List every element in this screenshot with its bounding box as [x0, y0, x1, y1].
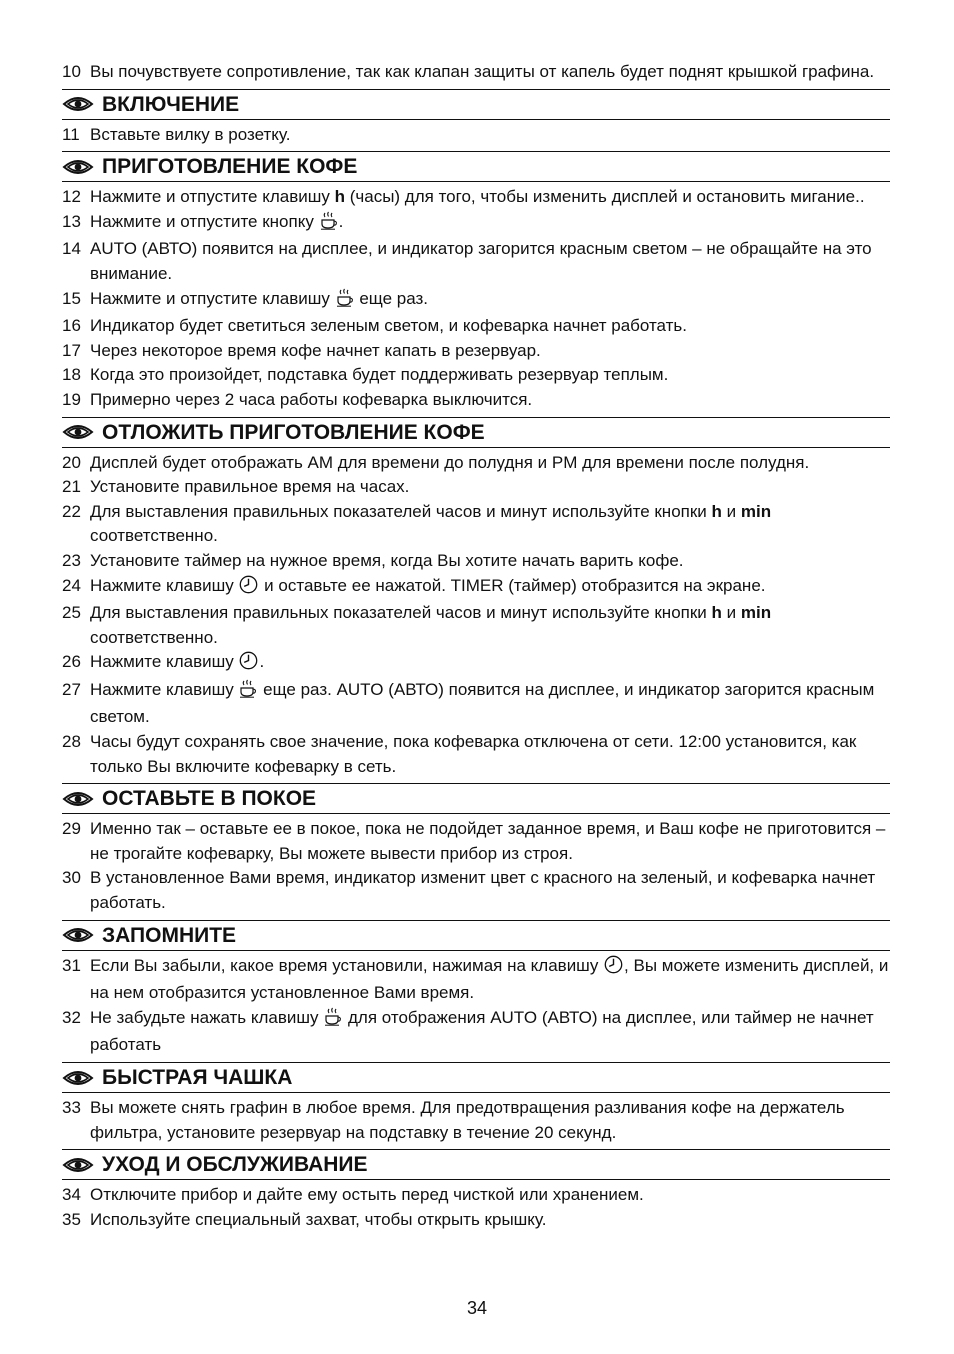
- list-item: [62, 500, 890, 549]
- item-number: 32: [62, 1007, 81, 1027]
- text-run: и: [721, 603, 741, 623]
- text-run: еще раз. AUTO (АВТО) появится на дисплее, и индикатор загорится красным светом.: [90, 679, 875, 727]
- section-title: ОСТАВЬТЕ В ПОКОЕ: [102, 787, 317, 811]
- coffee-cup-icon: [324, 1007, 342, 1034]
- text-run: Вставьте вилку в розетку.: [90, 124, 291, 144]
- text-run: Часы будут сохранять свое значение, пока кофеварка отключена от сети. 12:00 установится, как только Вы включите кофеварку в сеть.: [90, 732, 857, 776]
- text-run: Именно так – оставьте ее в покое, пока не подойдет заданное время, и Ваш кофе не приготовится – не трогайте кофеварку, Вы можете вывести прибор из строя.: [90, 819, 886, 863]
- item-number: 34: [62, 1185, 81, 1205]
- clock-icon: [604, 955, 623, 982]
- item-number: 17: [62, 340, 81, 360]
- clock-icon: [239, 575, 258, 602]
- item-number: 18: [62, 365, 81, 385]
- section-heading: [62, 920, 890, 951]
- item-text: [90, 652, 264, 671]
- list-item: [62, 388, 890, 413]
- clock-icon: [239, 651, 258, 678]
- text-run: (часы) для того, чтобы изменить дисплей и остановить мигание..: [345, 187, 865, 207]
- item-number: 13: [62, 211, 81, 231]
- section-title: ЗАПОМНИТЕ: [102, 923, 237, 947]
- text-run: Нажмите клавишу: [90, 575, 239, 595]
- text-run: Установите правильное время на часах.: [90, 477, 410, 497]
- page-number: 34: [466, 1298, 488, 1318]
- list-item: [62, 601, 890, 650]
- text-run: Через некоторое время кофе начнет капать в резервуар.: [90, 340, 541, 360]
- list-item: [62, 730, 890, 779]
- item-text: [90, 1008, 874, 1055]
- manual-page: [62, 60, 890, 1232]
- item-text: [90, 316, 687, 335]
- text-run: Когда это произойдет, подставка будет поддерживать резервуар теплым.: [90, 365, 669, 385]
- list-item: [62, 549, 890, 574]
- list-item: [62, 339, 890, 364]
- list-item: [62, 475, 890, 500]
- item-text: [90, 62, 874, 81]
- item-text: [90, 212, 343, 231]
- item-text: [90, 502, 771, 546]
- list-item: [62, 954, 890, 1006]
- item-text: [90, 477, 409, 496]
- text-run: .: [338, 211, 344, 231]
- item-text: [90, 341, 541, 360]
- item-text: [90, 1185, 644, 1204]
- item-text: [90, 680, 874, 727]
- item-text: [90, 576, 766, 595]
- item-number: 16: [62, 316, 81, 336]
- list-item: [62, 287, 890, 315]
- section-title: ПРИГОТОВЛЕНИЕ КОФЕ: [102, 155, 358, 179]
- item-number: 28: [62, 732, 81, 752]
- section-title: ВКЛЮЧЕНИЕ: [102, 92, 240, 116]
- item-number: 27: [62, 679, 81, 699]
- item-number: 30: [62, 868, 81, 888]
- section-heading: [62, 89, 890, 120]
- text-run: для отображения AUTO (АВТО) на дисплее, или таймер не начнет работать: [90, 1007, 874, 1055]
- eye-icon: [62, 95, 94, 113]
- key-label: h: [711, 501, 722, 521]
- text-run: Вы можете снять графин в любое время. Для предотвращения разливания кофе на держатель фильтра, установите резервуар на подставку в течение 20 секунд.: [90, 1098, 845, 1142]
- item-number: 15: [62, 288, 81, 308]
- eye-icon: [62, 926, 94, 944]
- eye-icon: [62, 158, 94, 176]
- list-item: [62, 574, 890, 602]
- item-text: [90, 390, 532, 409]
- item-number: 24: [62, 575, 81, 595]
- list-item: [62, 60, 890, 85]
- item-number: 23: [62, 550, 81, 570]
- text-run: Нажмите и отпустите кнопку: [90, 211, 319, 231]
- list-item: [62, 650, 890, 678]
- key-label: min: [740, 501, 772, 521]
- item-text: [90, 956, 888, 1003]
- item-text: [90, 453, 809, 472]
- list-item: [62, 363, 890, 388]
- list-item: [62, 817, 890, 866]
- item-text: [90, 551, 684, 570]
- eye-icon: [62, 1156, 94, 1174]
- item-number: 33: [62, 1098, 81, 1117]
- item-text: [90, 819, 885, 863]
- text-run: Нажмите клавишу: [90, 652, 239, 672]
- section-heading: [62, 417, 890, 448]
- item-number: 25: [62, 603, 81, 623]
- list-item: [62, 123, 890, 148]
- item-number: 21: [62, 477, 81, 497]
- text-run: Не забудьте нажать клавишу: [90, 1007, 324, 1027]
- item-text: [90, 732, 856, 776]
- list-item: [62, 678, 890, 730]
- text-run: соответственно.: [90, 526, 218, 546]
- text-run: Отключите прибор и дайте ему остыть перед чисткой или хранением.: [90, 1185, 644, 1205]
- text-run: Для выставления правильных показателей часов и минут используйте кнопки: [90, 501, 712, 521]
- text-run: Для выставления правильных показателей часов и минут используйте кнопки: [90, 603, 712, 623]
- text-run: Нажмите и отпустите клавишу: [90, 288, 335, 308]
- item-text: [90, 1210, 546, 1229]
- eye-icon: [62, 423, 94, 441]
- item-number: 22: [62, 501, 81, 521]
- coffee-cup-icon: [239, 679, 257, 706]
- item-number: 20: [62, 452, 81, 472]
- item-number: 10: [62, 62, 81, 81]
- text-run: , Вы можете изменить дисплей, и на нем отобразится установленное Вами время.: [90, 955, 889, 1003]
- section-heading: [62, 151, 890, 182]
- section-title: УХОД И ОБСЛУЖИВАНИЕ: [102, 1153, 368, 1177]
- text-run: Вы почувствуете сопротивление, так как клапан защиты от капель будет поднят крышкой графина.: [90, 62, 875, 81]
- item-text: [90, 187, 865, 206]
- text-run: AUTO (АВТО) появится на дисплее, и индикатор загорится красным светом – не обращайте на это внимание.: [90, 239, 872, 283]
- item-text: [90, 603, 771, 647]
- eye-icon: [62, 790, 94, 808]
- item-text: [90, 125, 290, 144]
- key-label: h: [334, 187, 345, 207]
- list-item: [62, 237, 890, 286]
- item-text: [90, 365, 668, 384]
- item-text: [90, 289, 428, 308]
- section-heading: [62, 783, 890, 814]
- item-number: 11: [62, 124, 80, 144]
- section-heading: [62, 1149, 890, 1180]
- text-run: и оставьте ее нажатой. TIMER (таймер) отобразится на экране.: [259, 575, 766, 595]
- list-item: [62, 1208, 890, 1233]
- section-heading: [62, 1062, 890, 1093]
- text-run: соответственно.: [90, 627, 218, 647]
- text-run: В установленное Вами время, индикатор изменит цвет с красного на зеленый, и кофеварка начнет работать.: [90, 868, 876, 913]
- item-text: [90, 868, 875, 912]
- coffee-cup-icon: [320, 211, 338, 238]
- text-run: .: [259, 652, 265, 672]
- item-number: 26: [62, 652, 81, 672]
- text-run: Если Вы забыли, какое время установили, нажимая на клавишу: [90, 955, 604, 975]
- list-item: [62, 866, 890, 915]
- item-number: 29: [62, 819, 81, 839]
- eye-icon: [62, 1069, 94, 1087]
- list-item: [62, 314, 890, 339]
- section-title: БЫСТРАЯ ЧАШКА: [102, 1066, 293, 1089]
- text-run: Индикатор будет светиться зеленым светом, и кофеварка начнет работать.: [90, 316, 688, 336]
- list-item: [62, 210, 890, 238]
- section-title: ОТЛОЖИТЬ ПРИГОТОВЛЕНИЕ КОФЕ: [102, 420, 485, 444]
- item-number: 12: [62, 187, 81, 207]
- text-run: Нажмите и отпустите клавишу: [90, 187, 335, 207]
- coffee-cup-icon: [336, 288, 354, 315]
- item-number: 31: [62, 955, 81, 975]
- text-run: Примерно через 2 часа работы кофеварка выключится.: [90, 389, 533, 409]
- item-number: 35: [62, 1209, 81, 1229]
- text-run: и: [721, 501, 741, 521]
- list-item: [62, 1006, 890, 1058]
- item-text: [90, 239, 872, 283]
- list-item: [62, 1183, 890, 1208]
- text-run: Нажмите клавишу: [90, 679, 239, 699]
- text-run: Используйте специальный захват, чтобы открыть крышку.: [90, 1209, 547, 1229]
- list-item: [62, 1096, 890, 1145]
- key-label: min: [740, 603, 772, 623]
- item-text: [90, 1098, 845, 1142]
- text-run: Дисплей будет отображать AM для времени до полудня и PM для времени после полудня.: [90, 452, 810, 472]
- text-run: Установите таймер на нужное время, когда Вы хотите начать варить кофе.: [90, 550, 684, 570]
- list-item: [62, 185, 890, 210]
- text-run: еще раз.: [354, 288, 428, 308]
- item-number: 14: [62, 239, 81, 259]
- key-label: h: [711, 603, 722, 623]
- list-item: [62, 451, 890, 476]
- item-number: 19: [62, 389, 81, 409]
